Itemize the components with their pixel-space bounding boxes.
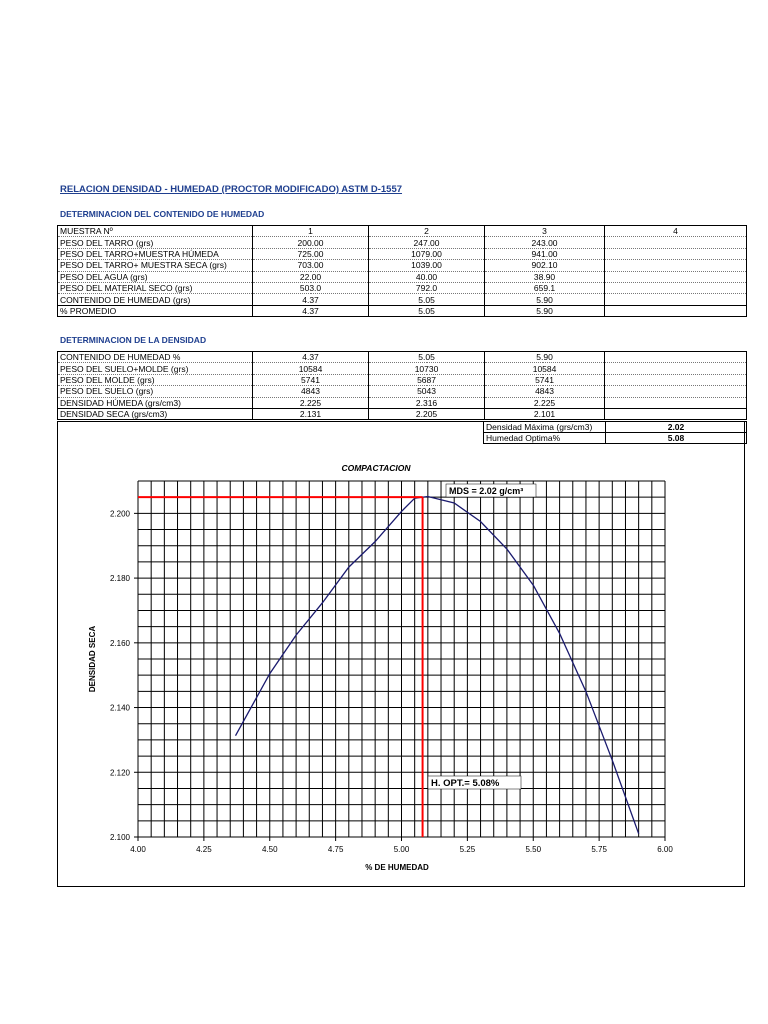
row-value: 5.90 — [485, 294, 605, 305]
table-row — [58, 408, 747, 419]
row-value: 659.1 — [485, 282, 605, 293]
row-value — [605, 408, 747, 419]
summary-label: Densidad Máxima (grs/cm3) — [484, 422, 606, 433]
row-value: 941.00 — [485, 248, 605, 259]
row-value: 10584 — [253, 363, 369, 374]
table-row — [58, 386, 747, 397]
density-table — [57, 351, 747, 420]
table-row — [58, 294, 747, 305]
sample-number: 2 — [369, 226, 485, 237]
table-row — [58, 352, 747, 363]
moisture-table — [57, 225, 747, 317]
row-label: PESO DEL TARRO+MUESTRA HÚMEDA — [58, 248, 253, 259]
row-value — [605, 294, 747, 305]
hopt-label: H. OPT.= 5.08% — [431, 778, 500, 789]
row-value — [605, 374, 747, 385]
row-value: 5.05 — [369, 352, 485, 363]
row-value: 5.90 — [485, 352, 605, 363]
y-tick-label: 2.160 — [109, 638, 130, 648]
table-header-row — [58, 226, 747, 237]
sample-number: 3 — [485, 226, 605, 237]
row-value: 4.37 — [253, 294, 369, 305]
sample-header-label: MUESTRA Nº — [58, 226, 253, 237]
row-value: 902.10 — [485, 260, 605, 271]
y-tick-label: 2.140 — [109, 703, 130, 713]
summary-value: 2.02 — [606, 422, 747, 433]
row-value: 2.101 — [485, 408, 605, 419]
table-row — [58, 271, 747, 282]
table-row — [58, 374, 747, 385]
row-label: CONTENIDO DE HUMEDAD (grs) — [58, 294, 253, 305]
row-value: 4.37 — [253, 352, 369, 363]
chart-markers — [138, 497, 423, 837]
sample-number: 4 — [605, 226, 747, 237]
row-value: 5.05 — [369, 305, 485, 316]
row-label: % PROMEDIO — [58, 305, 253, 316]
mds-label: MDS = 2.02 g/cm³ — [449, 486, 524, 496]
row-value: 5741 — [253, 374, 369, 385]
table-row — [58, 237, 747, 248]
row-label: DENSIDAD SECA (grs/cm3) — [58, 408, 253, 419]
row-label: PESO DEL SUELO (grs) — [58, 386, 253, 397]
row-value: 38.90 — [485, 271, 605, 282]
summary-row — [484, 433, 747, 444]
row-value — [605, 352, 747, 363]
report-title: RELACION DENSIDAD - HUMEDAD (PROCTOR MODIFICADO) ASTM D-1557 — [60, 184, 403, 195]
row-value: 5.90 — [485, 305, 605, 316]
table-row — [58, 397, 747, 408]
y-tick-label: 2.100 — [109, 833, 130, 842]
row-label: PESO DEL SUELO+MOLDE (grs) — [58, 363, 253, 374]
chart-grid — [138, 481, 665, 837]
row-value — [605, 363, 747, 374]
table-row — [58, 363, 747, 374]
table-row — [58, 260, 747, 271]
y-tick-label: 2.120 — [109, 768, 130, 778]
row-value: 5741 — [485, 374, 605, 385]
row-value — [605, 271, 747, 282]
row-value: 40.00 — [369, 271, 485, 282]
moisture-section-title: DETERMINACION DEL CONTENIDO DE HUMEDAD — [60, 209, 265, 219]
row-value: 2.225 — [485, 397, 605, 408]
row-value: 2.316 — [369, 397, 485, 408]
chart-axes — [110, 509, 673, 854]
row-value: 243.00 — [485, 237, 605, 248]
y-tick-label: 2.180 — [109, 574, 130, 584]
row-value: 703.00 — [253, 260, 369, 271]
row-value — [605, 305, 747, 316]
x-tick-label: 4.00 — [130, 845, 146, 854]
x-tick-label: 5.00 — [393, 845, 410, 854]
row-value: 22.00 — [253, 271, 369, 282]
promedio-row — [58, 305, 747, 316]
summary-row — [484, 422, 747, 433]
summary-table — [483, 421, 747, 444]
row-label: DENSIDAD HÚMEDA (grs/cm3) — [58, 397, 253, 408]
density-section-title: DETERMINACION DE LA DENSIDAD — [60, 335, 207, 345]
row-label: CONTENIDO DE HUMEDAD % — [58, 352, 253, 363]
row-label: PESO DEL MATERIAL SECO (grs) — [58, 282, 253, 293]
row-value — [605, 237, 747, 248]
row-value: 5.05 — [369, 294, 485, 305]
row-value — [605, 397, 747, 408]
row-value: 1079.00 — [369, 248, 485, 259]
x-tick-label: 5.75 — [591, 845, 607, 854]
chart-frame — [57, 421, 745, 887]
compaction-chart — [58, 422, 744, 886]
chart-title: COMPACTACION — [341, 463, 411, 473]
summary-value: 5.08 — [606, 433, 747, 444]
row-value: 725.00 — [253, 248, 369, 259]
summary-label: Humedad Optima% — [484, 433, 606, 444]
row-value: 1039.00 — [369, 260, 485, 271]
y-tick-label: 2.200 — [109, 509, 130, 519]
row-value: 5043 — [369, 386, 485, 397]
row-value: 2.131 — [253, 408, 369, 419]
row-value: 503.0 — [253, 282, 369, 293]
x-tick-label: 4.50 — [261, 845, 278, 854]
row-value: 792.0 — [369, 282, 485, 293]
y-axis-label: DENSIDAD SECA — [88, 625, 97, 693]
row-label: PESO DEL MOLDE (grs) — [58, 374, 253, 385]
table-row — [58, 282, 747, 293]
x-tick-label: 4.25 — [196, 845, 212, 854]
sample-number: 1 — [253, 226, 369, 237]
row-value — [605, 260, 747, 271]
row-value: 4843 — [485, 386, 605, 397]
row-value: 2.205 — [369, 408, 485, 419]
row-value: 10584 — [485, 363, 605, 374]
x-tick-label: 4.75 — [327, 845, 344, 854]
row-value: 4843 — [253, 386, 369, 397]
row-value: 247.00 — [369, 237, 485, 248]
row-label: PESO DEL TARRO (grs) — [58, 237, 253, 248]
row-value — [605, 386, 747, 397]
row-value: 200.00 — [253, 237, 369, 248]
x-tick-label: 6.00 — [657, 845, 673, 854]
row-label: PESO DEL AGUA (grs) — [58, 271, 253, 282]
row-value: 4.37 — [253, 305, 369, 316]
row-value: 2.225 — [253, 397, 369, 408]
x-axis-label: % DE HUMEDAD — [365, 863, 429, 872]
row-value — [605, 282, 747, 293]
table-row — [58, 248, 747, 259]
row-label: PESO DEL TARRO+ MUESTRA SECA (grs) — [58, 260, 253, 271]
x-tick-label: 5.25 — [459, 845, 476, 854]
row-value: 5687 — [369, 374, 485, 385]
row-value: 10730 — [369, 363, 485, 374]
row-value — [605, 248, 747, 259]
x-tick-label: 5.50 — [525, 845, 542, 854]
